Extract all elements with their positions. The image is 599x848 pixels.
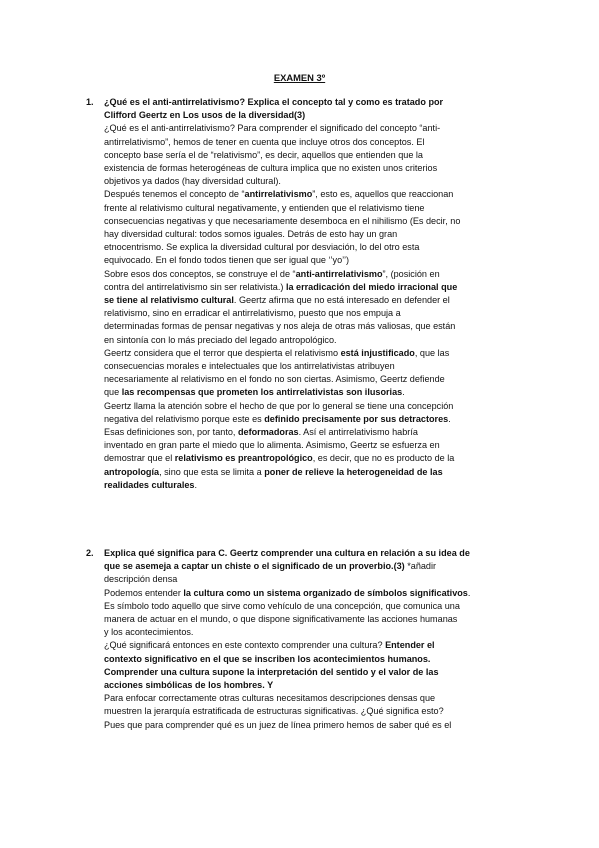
text-line [104, 466, 504, 479]
heading-line [104, 560, 504, 573]
bold-run: la erradicación del miedo irracional que [285, 281, 458, 292]
text-run: ”, (posición en [382, 268, 440, 279]
text-run: equivocado. En el fondo todos tienen que ser igual que ‘’yo’’) [104, 255, 350, 266]
text-line [104, 692, 504, 705]
text-run: ”, esto es, aquellos que reaccionan [312, 189, 454, 200]
text-line [104, 653, 504, 666]
text-run: que [104, 387, 122, 398]
text-run: concepto base sería el de “relativismo”, es decir, aquellos que entienden que la [104, 149, 423, 160]
question-2 [86, 547, 504, 732]
heading-line: Clifford Geertz en Los usos de la diversidad(3) [104, 110, 306, 121]
bold-run: Comprender una cultura supone la interpretación del sentido y el valor de las [104, 666, 439, 677]
text-run: Geertz considera que el terror que despierta el relativismo [104, 347, 341, 358]
text-line [104, 479, 504, 492]
text-run: existencia de formas heterogéneas de cultura implica que no existen unos criterios [104, 163, 438, 174]
heading-note: *añadir [407, 561, 437, 572]
text-line [104, 334, 504, 347]
text-run: . [467, 587, 471, 598]
text-line [104, 281, 504, 294]
text-run: antirrelativismo”, hemos de tener en cuenta que incluye otros dos conceptos. El [104, 136, 425, 147]
text-run: consecuencias negativas y que necesariamente desemboca en el nihilismo (Es decir, no [104, 215, 461, 226]
text-line [104, 587, 504, 600]
text-run: y los acontecimientos. [104, 627, 194, 638]
question-1 [86, 96, 504, 492]
text-run: , que las [414, 347, 450, 358]
text-line [104, 268, 504, 281]
bold-run: contexto significativo en el que se inscriben los acontecimientos humanos. [104, 653, 431, 664]
text-line [104, 228, 504, 241]
text-run: Esas definiciones son, por tanto, [104, 427, 238, 438]
text-line [104, 413, 504, 426]
text-run: hay diversidad cultural: todos somos iguales. Detrás de esto hay un gran [104, 229, 398, 240]
text-run: necesariamente al relativismo en el fondo no son ciertas. Asimismo, Geertz defiende [104, 374, 445, 385]
text-line [104, 136, 504, 149]
text-run: inventado en gran parte el miedo que lo alimenta. Asimismo, Geertz se esfuerza en [104, 440, 440, 451]
text-line [104, 639, 504, 652]
text-run: Sobre esos dos conceptos, se construye el de “ [104, 268, 296, 279]
text-run: , es decir, que no es producto de la [312, 453, 455, 464]
text-run: , sino que esta se limita a [159, 466, 265, 477]
bold-run: las recompensas que prometen los antirrelativistas son ilusorias [121, 387, 403, 398]
text-run: en sintonía con lo más preciado del legado antropológico. [104, 334, 337, 345]
answer-body [104, 573, 504, 731]
bold-run: la cultura como un sistema organizado de símbolos significativos [183, 587, 468, 598]
answer-body [104, 122, 504, 492]
question-heading [104, 547, 504, 573]
text-line [104, 613, 504, 626]
text-run: manera de actuar en el mundo, o que dispone significativamente las acciones humanas [104, 614, 458, 625]
text-run: Después tenemos el concepto de “ [104, 189, 245, 200]
text-line [104, 600, 504, 613]
page-title: EXAMEN 3º [273, 72, 326, 83]
text-line [104, 426, 504, 439]
text-line [104, 188, 504, 201]
text-run: ¿Qué significará entonces en este contexto comprender una cultura? [104, 640, 386, 651]
bold-run: antirrelativismo [244, 189, 313, 200]
bold-run: antropología [104, 466, 160, 477]
text-line [104, 254, 504, 267]
text-run: negativa del relativismo porque este es [104, 413, 265, 424]
text-run: Geertz llama la atención sobre el hecho de que por lo general se tiene una concepción [104, 400, 454, 411]
bold-run: está injustificado [340, 347, 415, 358]
text-line [104, 666, 504, 679]
text-line [104, 241, 504, 254]
question-number: 1. [86, 97, 94, 107]
question-number: 2. [86, 548, 94, 558]
text-run: Para enfocar correctamente otras culturas necesitamos descripciones densas que [104, 693, 436, 704]
text-line [104, 573, 504, 586]
heading-line: Explica qué significa para C. Geertz comprender una cultura en relación a su idea de [104, 548, 470, 558]
text-run: relativismo, sino en erradicar el antirrelativismo, puesto que nos empuja a [104, 308, 401, 319]
text-run: Es símbolo todo aquello que sirve como vehículo de una concepción, que comunica una [104, 600, 460, 611]
question-heading [104, 96, 504, 122]
text-run: demostrar que el [104, 453, 175, 464]
text-line [104, 400, 504, 413]
text-run: . [448, 413, 451, 424]
text-line [104, 122, 504, 135]
text-run: descripción densa [104, 574, 178, 585]
text-run: determinadas formas de pensar negativas y nos aleja de otras más valiosas, que están [104, 321, 456, 332]
text-line [104, 626, 504, 639]
text-run: consecuencias morales e intelectuales que los antirrelativistas atribuyen [104, 361, 395, 372]
text-line [104, 320, 504, 333]
text-line [104, 452, 504, 465]
bold-run: anti-antirrelativismo [295, 268, 383, 279]
text-line [104, 719, 504, 732]
text-run: . [402, 387, 405, 398]
text-line [104, 307, 504, 320]
text-line [104, 202, 504, 215]
bold-run: definido precisamente por sus detractores [264, 413, 449, 424]
text-line [104, 360, 504, 373]
text-run: . Geertz afirma que no está interesado en defender el [233, 295, 450, 306]
text-line [104, 439, 504, 452]
heading-text: que se asemeja a captar un chiste o el significado de un proverbio.(3) [104, 561, 408, 572]
heading-line: ¿Qué es el anti-antirrelativismo? Explica el concepto tal y como es tratado por [104, 97, 444, 107]
bold-run: poner de relieve la heterogeneidad de las [264, 466, 443, 477]
bold-run: deformadoras [237, 427, 299, 438]
text-run: etnocentrismo. Se explica la diversidad cultural por desviación, lo del otro esta [104, 242, 420, 253]
bold-run: Entender el [385, 640, 435, 651]
text-line [104, 705, 504, 718]
text-run: . Así el antirrelativismo habría [298, 427, 418, 438]
text-run: ¿Qué es el anti-antirrelativismo? Para comprender el significado del concepto “anti- [104, 123, 441, 134]
bold-run: realidades culturales [104, 479, 195, 490]
text-run: muestren la jerarquía estratificada de estructuras significativas. ¿Qué significa esto? [104, 706, 444, 717]
text-line [104, 294, 504, 307]
bold-run: acciones simbólicas de los hombres. Y [104, 680, 274, 691]
text-run: objetivos ya dados (hay diversidad cultural). [104, 176, 281, 187]
text-line [104, 175, 504, 188]
text-run: frente al relativismo cultural negativamente, y entienden que el relativismo tiene [104, 202, 425, 213]
text-run: Pues que para comprender qué es un juez de línea primero hemos de saber qué es el [104, 719, 452, 730]
text-line [104, 373, 504, 386]
text-line [104, 162, 504, 175]
text-line [104, 679, 504, 692]
text-run: contra del antirrelativismo sin ser relativista.) [104, 281, 286, 292]
text-line [104, 149, 504, 162]
bold-run: relativismo es preantropológico [174, 453, 313, 464]
text-line [104, 347, 504, 360]
text-run: Podemos entender [104, 587, 184, 598]
text-line [104, 386, 504, 399]
bold-run: se tiene al relativismo cultural [104, 295, 234, 306]
text-line [104, 215, 504, 228]
text-run: . [194, 479, 198, 490]
